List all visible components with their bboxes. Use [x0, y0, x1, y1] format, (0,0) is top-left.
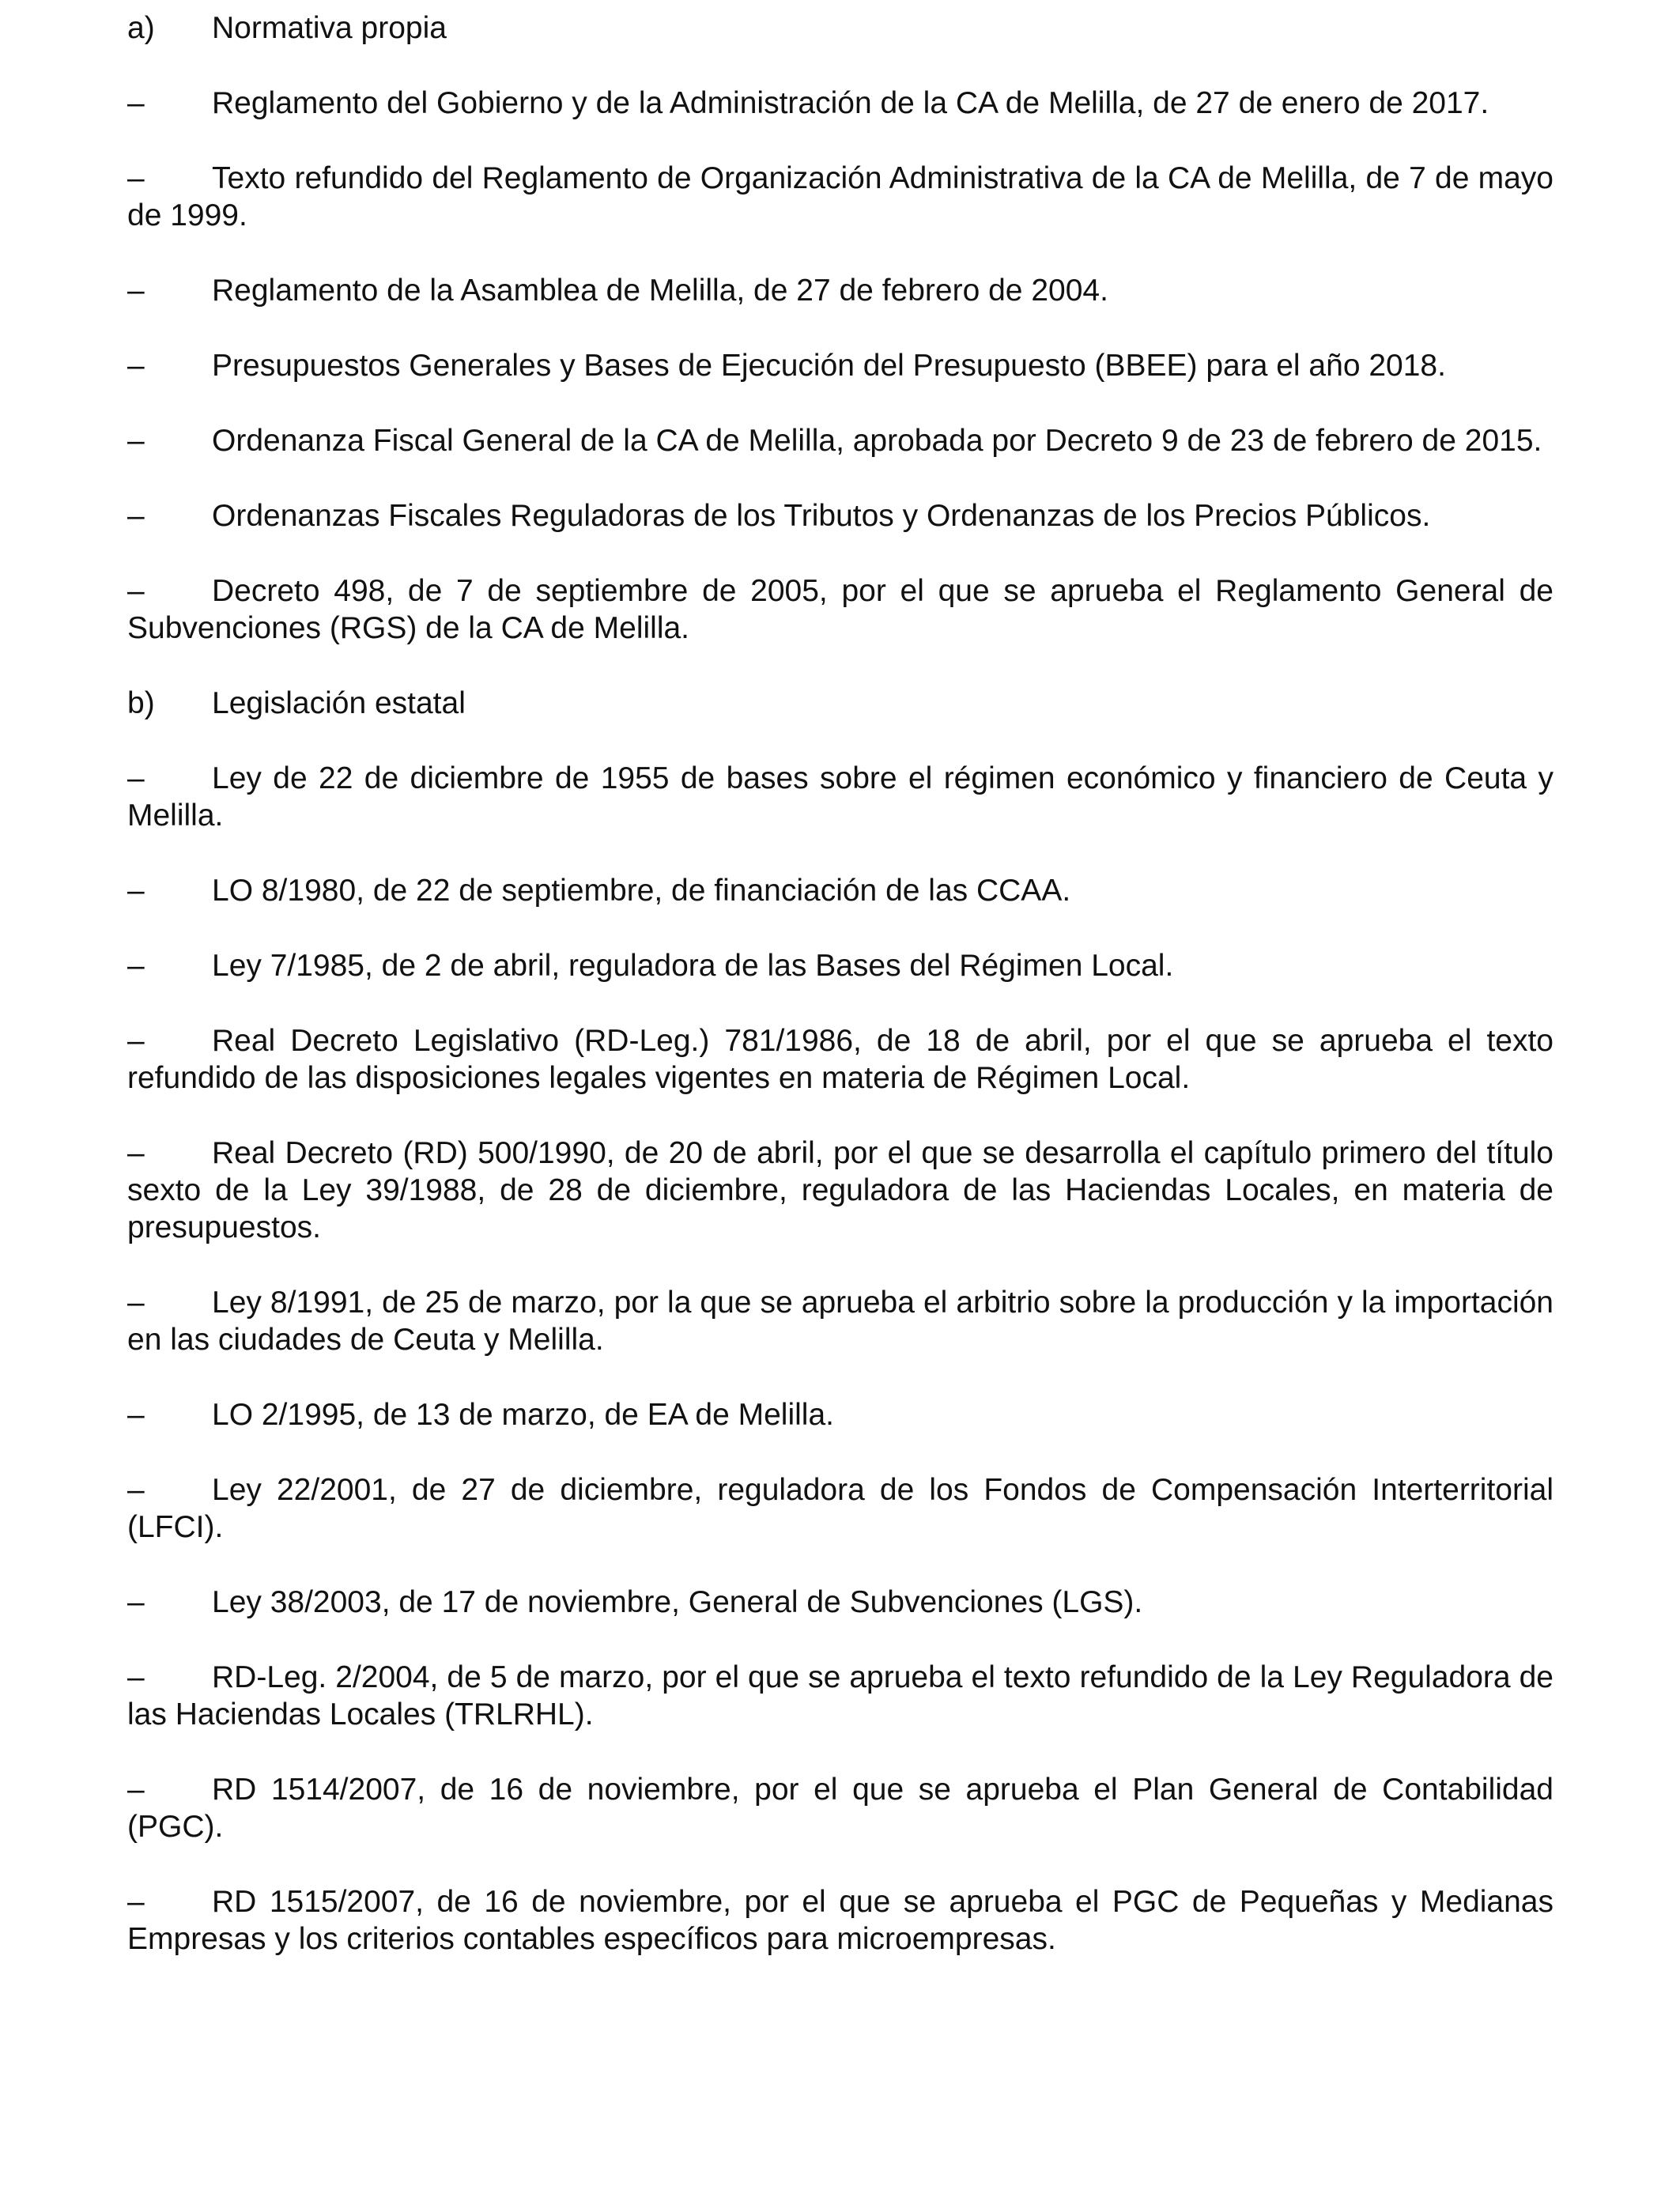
list-item-text: Ley 8/1991, de 25 de marzo, por la que se aprueba el arbitrio sobre la producción y la importación en las ciudades de Ceuta y Melilla.: [127, 1286, 1554, 1357]
section-a-heading: [127, 9, 1554, 47]
dash-bullet: –: [127, 1024, 145, 1058]
section-b-list: [127, 760, 1554, 1958]
list-item-text: Presupuestos Generales y Bases de Ejecución del Presupuesto (BBEE) para el año 2018.: [212, 349, 1446, 383]
list-item-text: Real Decreto (RD) 500/1990, de 20 de abril, por el que se desarrolla el capítulo primero del título sexto de la Ley 39/1988, de 28 de diciembre, reguladora de las Haciendas Locales, en materia de presupuestos.: [127, 1136, 1554, 1244]
list-item: [127, 1883, 1554, 1958]
list-item: [127, 572, 1554, 647]
document-page: [127, 9, 1554, 1958]
list-item: [127, 1396, 1554, 1433]
section-b-marker: b): [127, 686, 155, 720]
list-item: [127, 497, 1554, 534]
list-item: [127, 760, 1554, 834]
list-item-text: Decreto 498, de 7 de septiembre de 2005, por el que se aprueba el Reglamento General de Subvenciones (RGS) de la CA de Melilla.: [127, 574, 1554, 645]
list-item-text: RD 1514/2007, de 16 de noviembre, por el que se aprueba el Plan General de Contabilidad (PGC).: [127, 1773, 1554, 1844]
dash-bullet: –: [127, 1885, 145, 1919]
section-a-list: [127, 85, 1554, 647]
list-item: [127, 272, 1554, 309]
list-item-text: Texto refundido del Reglamento de Organización Administrativa de la CA de Melilla, de 7 de mayo de 1999.: [127, 161, 1554, 232]
dash-bullet: –: [127, 424, 145, 458]
dash-bullet: –: [127, 1585, 145, 1619]
dash-bullet: –: [127, 874, 145, 908]
list-item: [127, 872, 1554, 909]
dash-bullet: –: [127, 1286, 145, 1320]
list-item-text: Reglamento del Gobierno y de la Administración de la CA de Melilla, de 27 de enero de 2017.: [212, 86, 1489, 120]
list-item: [127, 1022, 1554, 1097]
list-item-text: Ley 38/2003, de 17 de noviembre, General de Subvenciones (LGS).: [212, 1585, 1143, 1619]
list-item-text: Reglamento de la Asamblea de Melilla, de 27 de febrero de 2004.: [212, 274, 1108, 308]
list-item-text: Ley 22/2001, de 27 de diciembre, reguladora de los Fondos de Compensación Interterritorial (LFCI).: [127, 1473, 1554, 1544]
section-a-marker: a): [127, 11, 155, 45]
dash-bullet: –: [127, 949, 145, 983]
dash-bullet: –: [127, 349, 145, 383]
dash-bullet: –: [127, 1136, 145, 1170]
list-item: [127, 1284, 1554, 1358]
list-item: [127, 1584, 1554, 1621]
list-item-text: LO 8/1980, de 22 de septiembre, de financiación de las CCAA.: [212, 874, 1071, 908]
dash-bullet: –: [127, 274, 145, 308]
list-item: [127, 160, 1554, 234]
list-item: [127, 1771, 1554, 1845]
dash-bullet: –: [127, 1473, 145, 1507]
dash-bullet: –: [127, 1398, 145, 1432]
section-b-title: Legislación estatal: [212, 686, 466, 720]
list-item: [127, 1471, 1554, 1546]
dash-bullet: –: [127, 499, 145, 533]
list-item: [127, 1659, 1554, 1733]
list-item-text: Ordenanzas Fiscales Reguladoras de los Tributos y Ordenanzas de los Precios Públicos.: [212, 499, 1431, 533]
dash-bullet: –: [127, 574, 145, 608]
list-item-text: Ordenanza Fiscal General de la CA de Melilla, aprobada por Decreto 9 de 23 de febrero de 2015.: [212, 424, 1542, 458]
list-item: [127, 947, 1554, 984]
dash-bullet: –: [127, 86, 145, 120]
section-a-title: Normativa propia: [212, 11, 447, 45]
dash-bullet: –: [127, 161, 145, 195]
dash-bullet: –: [127, 761, 145, 795]
list-item: [127, 347, 1554, 384]
list-item-text: LO 2/1995, de 13 de marzo, de EA de Melilla.: [212, 1398, 834, 1432]
dash-bullet: –: [127, 1773, 145, 1807]
section-b-heading: [127, 685, 1554, 722]
list-item: [127, 85, 1554, 122]
list-item: [127, 422, 1554, 459]
list-item-text: Ley de 22 de diciembre de 1955 de bases sobre el régimen económico y financiero de Ceuta y Melilla.: [127, 761, 1554, 833]
dash-bullet: –: [127, 1660, 145, 1694]
list-item: [127, 1135, 1554, 1246]
list-item-text: RD-Leg. 2/2004, de 5 de marzo, por el que se aprueba el texto refundido de la Ley Reguladora de las Haciendas Locales (TRLRHL).: [127, 1660, 1554, 1731]
list-item-text: Real Decreto Legislativo (RD-Leg.) 781/1986, de 18 de abril, por el que se aprueba el texto refundido de las disposiciones legales vigentes en materia de Régimen Local.: [127, 1024, 1554, 1095]
list-item-text: RD 1515/2007, de 16 de noviembre, por el que se aprueba el PGC de Pequeñas y Medianas Empresas y los criterios contables específicos para microempresas.: [127, 1885, 1554, 1956]
list-item-text: Ley 7/1985, de 2 de abril, reguladora de las Bases del Régimen Local.: [212, 949, 1174, 983]
